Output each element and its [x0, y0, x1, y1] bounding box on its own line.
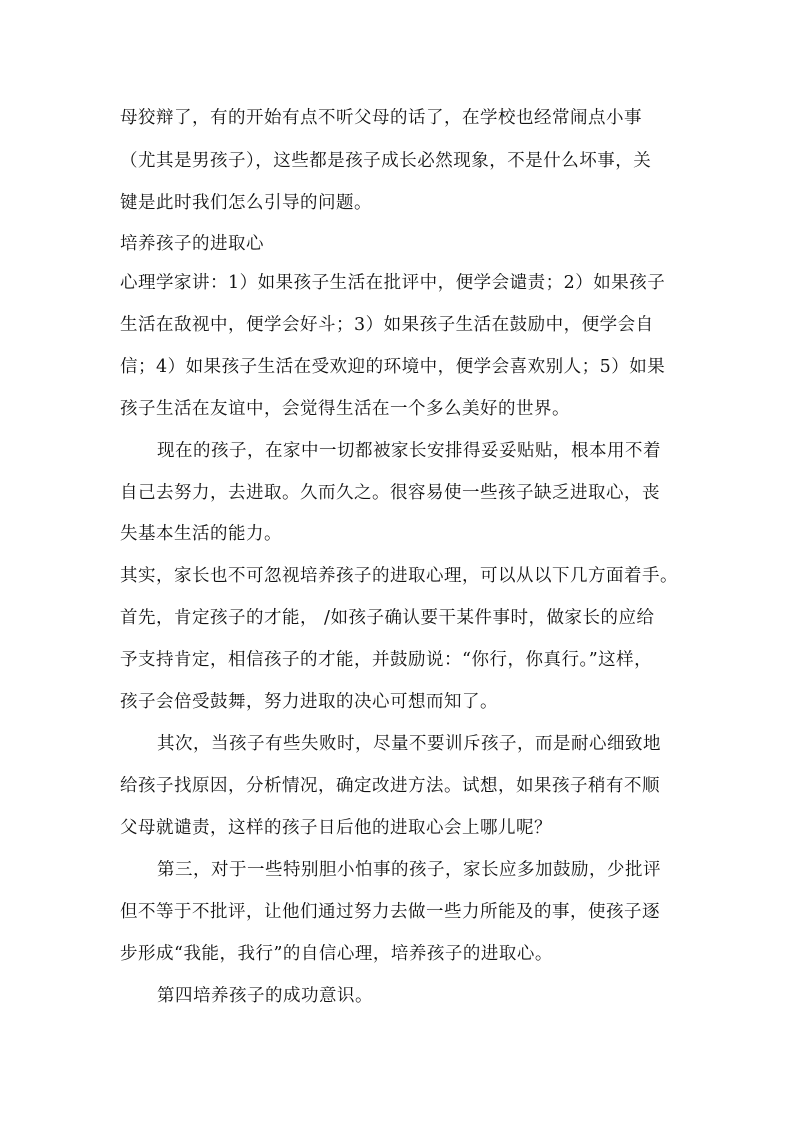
text-line: 其实，家长也不可忽视培养孩子的进取心理，可以从以下几方面着手。	[120, 566, 678, 586]
text-line: 自己去努力，去进取。久而久之。很容易使一些孩子缺乏进取心，丧	[120, 483, 660, 503]
text-line: 孩子生活在友谊中，会觉得生活在一个多么美好的世界。	[120, 399, 570, 419]
text-line: 心理学家讲：1）如果孩子生活在批评中，便学会谴责；2）如果孩子	[120, 273, 666, 293]
text-line: 首先，肯定孩子的才能， /如孩子确认要干某件事时，做家长的应给	[120, 608, 655, 628]
text-line: 予支持肯定，相信孩子的才能，并鼓励说：“你行，你真行。”这样，	[120, 650, 653, 670]
text-line: 但不等于不批评，让他们通过努力去做一些力所能及的事，使孩子逐	[120, 902, 660, 922]
text-line: 信；4）如果孩子生活在受欢迎的环境中，便学会喜欢别人；5）如果	[120, 357, 666, 377]
section-heading: 培养孩子的进取心	[120, 234, 264, 254]
text-line: 父母就谴责，这样的孩子日后他的进取心会上哪儿呢？	[120, 818, 552, 838]
text-line: 第三，对于一些特别胆小怕事的孩子，家长应多加鼓励，少批评	[157, 860, 661, 880]
text-line: 现在的孩子，在家中一切都被家长安排得妥妥贴贴，根本用不着	[157, 441, 661, 461]
text-line: 键是此时我们怎么引导的问题。	[120, 193, 372, 213]
text-line: 给孩子找原因，分析情况，确定改进方法。试想，如果孩子稍有不顺	[120, 776, 660, 796]
text-line: （尤其是男孩子），这些都是孩子成长必然现象，不是什么坏事，关	[120, 151, 652, 171]
text-line: 生活在敌视中，便学会好斗；3）如果孩子生活在鼓励中，便学会自	[120, 315, 654, 335]
text-line: 失基本生活的能力。	[120, 524, 282, 544]
text-line: 其次，当孩子有些失败时，尽量不要训斥孩子，而是耐心细致地	[157, 734, 661, 754]
text-line: 步形成“我能，我行”的自信心理，培养孩子的进取心。	[120, 944, 553, 964]
text-line: 孩子会倍受鼓舞，努力进取的决心可想而知了。	[120, 692, 498, 712]
text-line: 母狡辩了，有的开始有点不听父母的话了，在学校也经常闹点小事	[120, 108, 642, 128]
text-line: 第四培养孩子的成功意识。	[157, 986, 373, 1006]
